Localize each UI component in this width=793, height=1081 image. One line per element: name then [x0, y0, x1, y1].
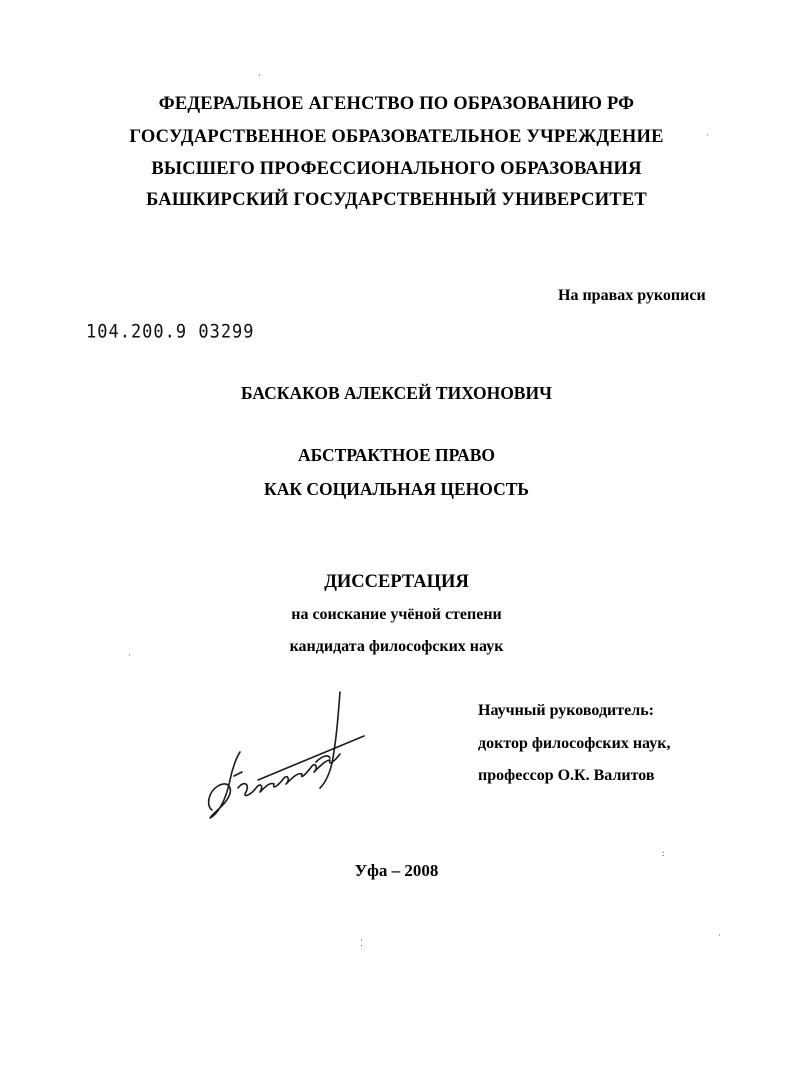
dissertation-title-line-1: АБСТРАКТНОЕ ПРАВО — [297, 445, 496, 465]
scan-speck: · — [258, 70, 261, 80]
degree-purpose-line: на соискание учёной степени — [291, 606, 502, 623]
dissertation-title-line-2: КАК СОЦИАЛЬНАЯ ЦЕНОСТЬ — [264, 479, 529, 499]
header-line-institution: ГОСУДАРСТВЕННОЕ ОБРАЗОВАТЕЛЬНОЕ УЧРЕЖДЕНИЕ — [129, 127, 664, 147]
degree-field-line: кандидата философских наук — [289, 638, 504, 655]
author-name: БАСКАКОВ АЛЕКСЕЙ ТИХОНОВИЧ — [241, 383, 552, 403]
supervisor-label: Научный руководитель: — [478, 702, 654, 719]
manuscript-note: На правах рукописи — [558, 287, 706, 304]
scan-speck: · — [706, 130, 709, 140]
scan-speck: : — [662, 848, 665, 858]
supervisor-name: профессор О.К. Валитов — [478, 767, 655, 784]
scan-speck: ⁚ — [360, 938, 363, 948]
header-line-university: БАШКИРСКИЙ ГОСУДАРСТВЕННЫЙ УНИВЕРСИТЕТ — [146, 190, 647, 210]
scan-speck: · — [718, 930, 721, 940]
header-line-education: ВЫСШЕГО ПРОФЕССИОНАЛЬНОГО ОБРАЗОВАНИЯ — [151, 159, 642, 179]
scan-speck: · — [128, 650, 131, 660]
registration-stamp: 104.200.9 03299 — [86, 320, 255, 344]
place-and-year: Уфа – 2008 — [354, 861, 439, 880]
header-line-agency: ФЕДЕРАЛЬНОЕ АГЕНСТВО ПО ОБРАЗОВАНИЮ РФ — [158, 94, 635, 114]
dissertation-label: ДИССЕРТАЦИЯ — [324, 572, 469, 592]
handwritten-signature — [198, 688, 368, 828]
supervisor-degree: доктор философских наук, — [478, 735, 671, 752]
